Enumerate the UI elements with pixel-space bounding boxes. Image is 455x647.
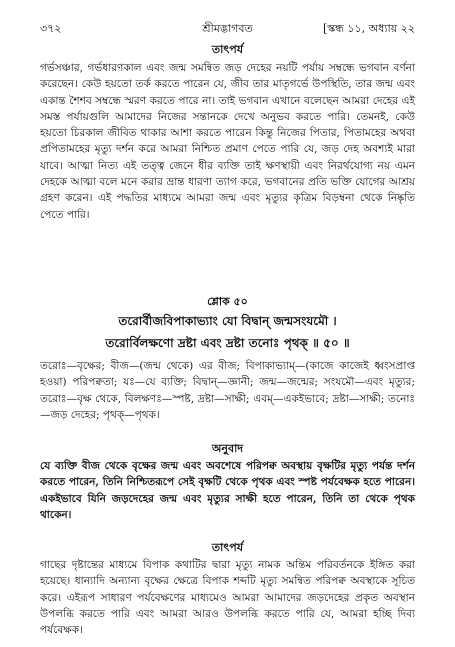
purport-heading-2: তাৎপর্য bbox=[211, 541, 244, 554]
purport-paragraph: গর্ভসঞ্চার, গর্ভধারণকাল এবং জন্ম সমন্বিত জড় দেহের নয়টি পর্যায় সম্বন্ধে ভগবান বর্ণনা করেছেন। কেউ হয়তো তর্ক করতে পারেন যে, জীব তার মাতৃগর্ভে উপস্থিতি, তার জন্ম এবং একান্ত শৈশব সম্বন্ধে স্মরণ করতে পারে না। তাই ভগবান এখানে বলেছেন আমরা দেহের এই সমস্ত পর্যায়গুলি আমাদের নিজের সন্তানকে দেখে অনুভব করতে পারি। তেমনই, কেউ হয়তো চিরকাল জীবিত থাকার আশা করতে পারেন কিন্তু নিজের পিতার, পিতামহের অথবা প্রপিতামহের মৃত্যু দর্শন করে আমরা নিশ্চিত প্রমাণ পেতে পারি যে, জড় দেহ অবশ্যই মারা যাবে। আত্মা নিত্য এই তত্ত্ব জেনে ধীর ব্যক্তি তাই ক্ষণস্থায়ী এবং নিরর্থযোগ্য নয় এমন দেহকে আত্মা বলে মনে করার ভ্রান্ত ধারণা ত্যাগ করে, ভগবানের প্রতি ভক্তি যোগের আশ্রয় গ্রহণ করেন। এই পদ্ধতির মাধ্যমে আমরা জন্ম এবং মৃত্যুর কৃত্রিম বিড়ম্বনা থেকে নিষ্কৃতি পেতে পারি। bbox=[40, 62, 415, 221]
page-number: ৩৭২ bbox=[40, 22, 62, 35]
translation-paragraph: যে ব্যক্তি বীজ থেকে বৃক্ষের জন্ম এবং অবশেষে পরিপক্ব অবস্থায় বৃক্ষটির মৃত্যু পর্যন্ত দর্শন করতে পারেন, তিনি নিশ্চিতরূপে সেই বৃক্ষটি থেকে পৃথক এবং স্পষ্ট পর্যবেক্ষক হতে পারেন। একইভাবে যিনি জড়দেহের জন্ম এবং মৃত্যুর সাক্ষী হতে পারেন, তিনি তা থেকে পৃথক থাকেন। bbox=[40, 460, 415, 521]
synonyms-paragraph: তরোঃ—বৃক্ষের; বীজ—(জন্ম থেকে) এর বীজ; বিপাকাভ্যাম্—(কাজে কাজেই ধ্বংসপ্রাপ্ত হওয়া) পরিপক্বতা; যঃ—যে ব্যক্তি; বিদ্বান্—জ্ঞানী; জন্ম—জন্মের; সংযমৌ—এবং মৃত্যুর; তরোঃ—বৃক্ষ থেকে, বিলক্ষণঃ—স্পষ্ট, দ্রষ্টা—সাক্ষী; এবম্—একইভাবে; দ্রষ্টা—সাক্ষী; তনোঃ—জড় দেহের; পৃথক্—পৃথক। bbox=[40, 360, 415, 421]
translation-heading: অনুবাদ bbox=[211, 442, 244, 455]
page-header bbox=[40, 20, 415, 36]
book-title: শ্রীমদ্ভাগবত bbox=[202, 22, 253, 35]
purport-heading: তাৎপর্য bbox=[211, 43, 244, 56]
verse-number: শ্লোক ৫০ bbox=[207, 295, 248, 308]
section-reference: [স্কন্ধ ১১, অধ্যায় ২২ bbox=[322, 22, 415, 35]
verse-line-2: তরোর্বিলক্ষণো দ্রষ্টা এবং দ্রষ্টা তনোঃ পৃথক্ ॥ ৫০ ॥ bbox=[105, 336, 350, 350]
purport-paragraph-2: গাছের দৃষ্টান্তের মাধ্যমে বিপাক কথাটির দ্বারা মৃত্যু নামক অন্তিম পরিবর্তনকে ইঙ্গিত করা হয়েছে। ধান্যাদি অন্যান্য বৃক্ষের ক্ষেত্রে বিপাক শব্দটি মৃত্যু সমন্বিত পরিপক্ব অবস্থাকে সূচিত করে। এইরূপ সাধারণ পর্যবেক্ষণের মাধ্যমেও আমরা আমাদের জড়দেহের প্রকৃত অবস্থান উপলব্ধি করতে পারি এবং আমরা আরও উপলব্ধি করতে পারি যে, আমরা হচ্ছি দিব্য পর্যবেক্ষক। bbox=[40, 559, 415, 637]
verse-line-1: তরোর্বীজবিপাকাভ্যাং যো বিদ্বান্ জন্মসংযমৌ । bbox=[118, 314, 337, 328]
